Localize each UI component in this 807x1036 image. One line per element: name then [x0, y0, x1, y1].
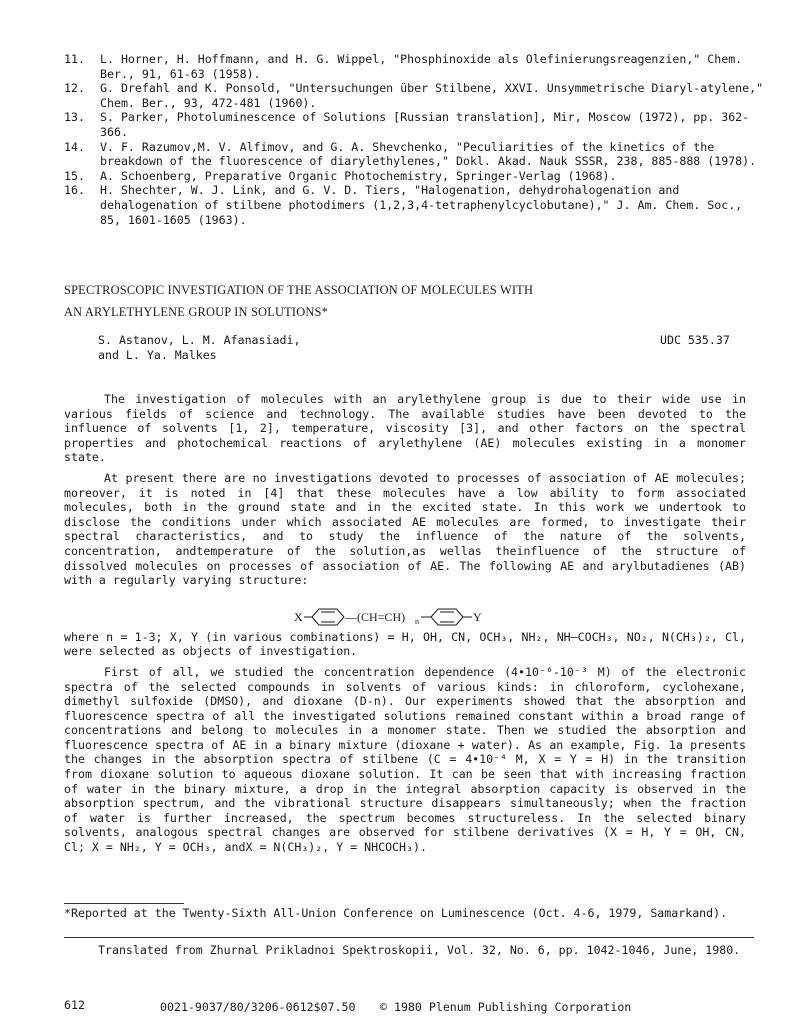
page-number: 612 [64, 998, 85, 1012]
body-paragraph: where n = 1-3; X, Y (in various combinations) = H, OH, CN, OCH₃, NH₂, NH—COCH₃, NO₂, N(CH₃)₂, Cl, were selected as objects of investigation. [64, 629, 746, 659]
authors-line: S. Astanov, L. M. Afanasiadi, [98, 333, 301, 347]
reference-number: 16. [64, 183, 85, 198]
translated-from: Translated from Zhurnal Prikladnoi Spektroskopii, Vol. 32, No. 6, pp. 1042-1046, June, 1980. [98, 943, 741, 957]
reference-number: 13. [64, 110, 85, 125]
reference-number: 11. [64, 52, 85, 66]
reference-number: 15. [64, 168, 85, 183]
svg-text:n: n [415, 617, 419, 626]
footnote-rule [64, 903, 184, 904]
article-title-line: AN ARYLETHYLENE GROUP IN SOLUTIONS* [64, 305, 328, 319]
reference-text: G. Drefahl and K. Ponsold, "Untersuchungen über Stilbene, XXVI. Unsymmetrische Diaryl-atylene," Chem. Ber., 93, 472-481 (1960). [100, 81, 764, 110]
reference-item [64, 52, 764, 81]
reference-item [64, 169, 764, 184]
authors [98, 333, 398, 362]
reference-text: S. Parker, Photoluminescence of Solutions [Russian translation], Mir, Moscow (1972), pp. 362-366. [100, 110, 750, 139]
reference-text: H. Shechter, W. J. Link, and G. V. D. Tiers, "Halogenation, dehydrohalogenation and dehalogenation of stilbene photodimers (1,2,3,4-tetraphenylcyclobutane)," J. Am. Chem. Soc., 85, 1601-1605 (1963). [100, 183, 743, 227]
body-paragraph: At present there are no investigations devoted to processes of association of AE molecules; moreover, it is noted in [4] that these molecules have a low ability to form associated molecules, both in the ground state and in the excited state. In this work we undertook to disclose the conditions under which associated AE molecules are formed, to investigate their spectral characteristics, and to study the influence of the nature of the solvents, concentration, andtemperature of the solution,as wellas theinfluence of the structure of dissolved molecules on processes of association of AE. The following AE and arylbutadienes (AB) with a regularly varying structure: [64, 470, 746, 588]
body-paragraph: First of all, we studied the concentration dependence (4•10⁻⁶-10⁻³ M) of the electronic spectra of the selected compounds in solvents of various kinds: in chloroform, cyclohexane, dimethyl sulfoxide (DMSO), and dioxane (D-n). Our experiments showed that the absorption and fluorescence spectra of all the investigated solutions remained constant within a broad range of concentrations and belong to molecules in a monomer state. Then we studied the absorption and fluorescence spectra of AE in a binary mixture (dioxane + water). As an example, Fig. 1a presents the changes in the absorption spectra of stilbene (C = 4•10⁻⁴ M, X = Y = H) in the transition from dioxane solution to aqueous dioxane solution. It can be seen that with increasing fraction of water in the binary mixture, a drop in the integral absorption capacity is observed in the absorption spectrum, and the vibrational structure disappears simultaneously; when the fraction of water is further increased, the spectrum becomes structureless. In the selected binary solvents, analogous spectral changes are observed for stilbene derivatives (X = H, Y = OH, CN, Cl; X = NH₂, Y = OCH₃, andX = N(CH₃)₂, Y = NHCOCH₃). [64, 664, 746, 855]
reference-item [64, 140, 764, 169]
reference-text: V. F. Razumov,M. V. Alfimov, and G. A. Shevchenko, "Peculiarities of the kinetics of the breakdown of the fluorescence of diarylethylenes," Dokl. Akad. Nauk SSSR, 238, 885-888 (1978). [100, 139, 757, 169]
chemical-structure-drawing [294, 604, 534, 630]
svg-text:Y: Y [473, 610, 482, 624]
udc-code: UDC 535.37 [660, 333, 730, 347]
reference-item [64, 110, 764, 139]
body-paragraph: The investigation of molecules with an arylethylene group is due to their wide use in various fields of science and technology. The available studies have been devoted to the influence of solvents [1, 2], temperature, viscosity [3], and other factors on the spectral properties and photochemical reactions of arylethylene (AE) molecules existing in a monomer state. [64, 392, 746, 465]
svg-text:—(CH=CH): —(CH=CH) [345, 610, 406, 624]
reference-list [64, 52, 764, 227]
translation-rule [64, 937, 754, 938]
authors-line: and L. Ya. Malkes [98, 347, 217, 362]
footer-copyright: © 1980 Plenum Publishing Corporation [380, 1000, 632, 1014]
chemical-structure [294, 604, 534, 630]
footnote: *Reported at the Twenty-Sixth All-Union Conference on Luminescence (Oct. 4-6, 1979, Samarkand). [64, 906, 728, 920]
reference-item [64, 183, 764, 227]
svg-text:X: X [294, 610, 303, 624]
article-title [64, 279, 624, 323]
article-title-line: SPECTROSCOPIC INVESTIGATION OF THE ASSOCIATION OF MOLECULES WITH [64, 283, 534, 297]
reference-number: 14. [64, 139, 85, 154]
footer-code: 0021-9037/80/3206-0612$07.50 [160, 1000, 356, 1014]
reference-number: 12. [64, 81, 85, 96]
reference-text: A. Schoenberg, Preparative Organic Photochemistry, Springer-Verlag (1968). [100, 168, 617, 183]
reference-item [64, 81, 764, 110]
reference-text: L. Horner, H. Hoffmann, and H. G. Wippel, "Phosphinoxide als Olefinierungsreagenzien," Chem. Ber., 91, 61-63 (1958). [100, 52, 743, 81]
